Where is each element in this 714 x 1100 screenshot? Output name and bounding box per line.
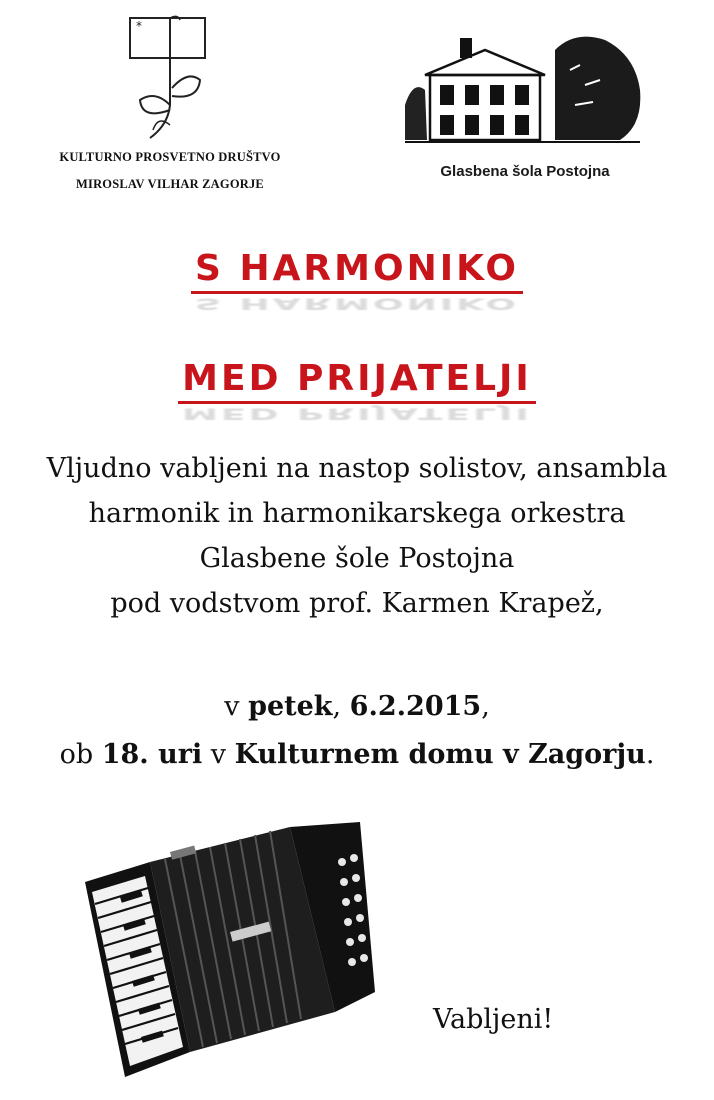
accordion-illustration [80, 822, 380, 1087]
date-sep: , [332, 691, 350, 722]
event-venue: Kulturnem domu v Zagorju [234, 739, 646, 770]
event-date: 6.2.2015 [349, 691, 482, 722]
book-flower-icon [120, 10, 230, 145]
date-suffix: , [481, 691, 490, 722]
title-line2-reflection [0, 404, 714, 422]
school-name: Glasbena šola Postojna [440, 163, 610, 180]
invitation-line1: Vljudno vabljeni na nastop solistov, ansambla [46, 453, 668, 484]
kpd-logo [40, 10, 300, 200]
school-building-icon [405, 30, 645, 155]
event-details [0, 683, 714, 779]
title-line2 [0, 358, 714, 404]
svg-text:*: * [136, 19, 142, 33]
org-name-line2: MIROSLAV VILHAR ZAGORJE [76, 177, 264, 191]
venue-prefix: v [202, 739, 235, 770]
time-prefix: ob [59, 739, 102, 770]
event-time: 18. uri [101, 739, 203, 770]
invitation-text [0, 446, 714, 626]
event-time-venue-line [0, 731, 714, 779]
event-date-line [0, 683, 714, 731]
invitation-line2: harmonik in harmonikarskega orkestra [88, 498, 626, 529]
title-line1-reflection-text: S HARMONIKO [194, 294, 519, 313]
title-line1 [0, 248, 714, 294]
music-school-logo [400, 30, 650, 190]
date-prefix: v [224, 691, 249, 722]
closing-text: Vabljeni! [433, 1004, 554, 1035]
venue-suffix: . [645, 739, 655, 770]
accordion-icon [80, 822, 380, 1087]
invitation-line3: Glasbene šole Postojna [199, 543, 515, 574]
org-name-line1: KULTURNO PROSVETNO DRUŠTVO [59, 150, 281, 164]
title-line1-text: S HARMONIKO [191, 248, 523, 294]
title-line2-reflection-text: MED PRIJATELJI [182, 404, 532, 423]
title-line2-text: MED PRIJATELJI [178, 358, 536, 404]
invitation-line4: pod vodstvom prof. Karmen Krapež, [110, 588, 604, 619]
title-line1-reflection [0, 294, 714, 312]
event-day: petek [248, 691, 333, 722]
